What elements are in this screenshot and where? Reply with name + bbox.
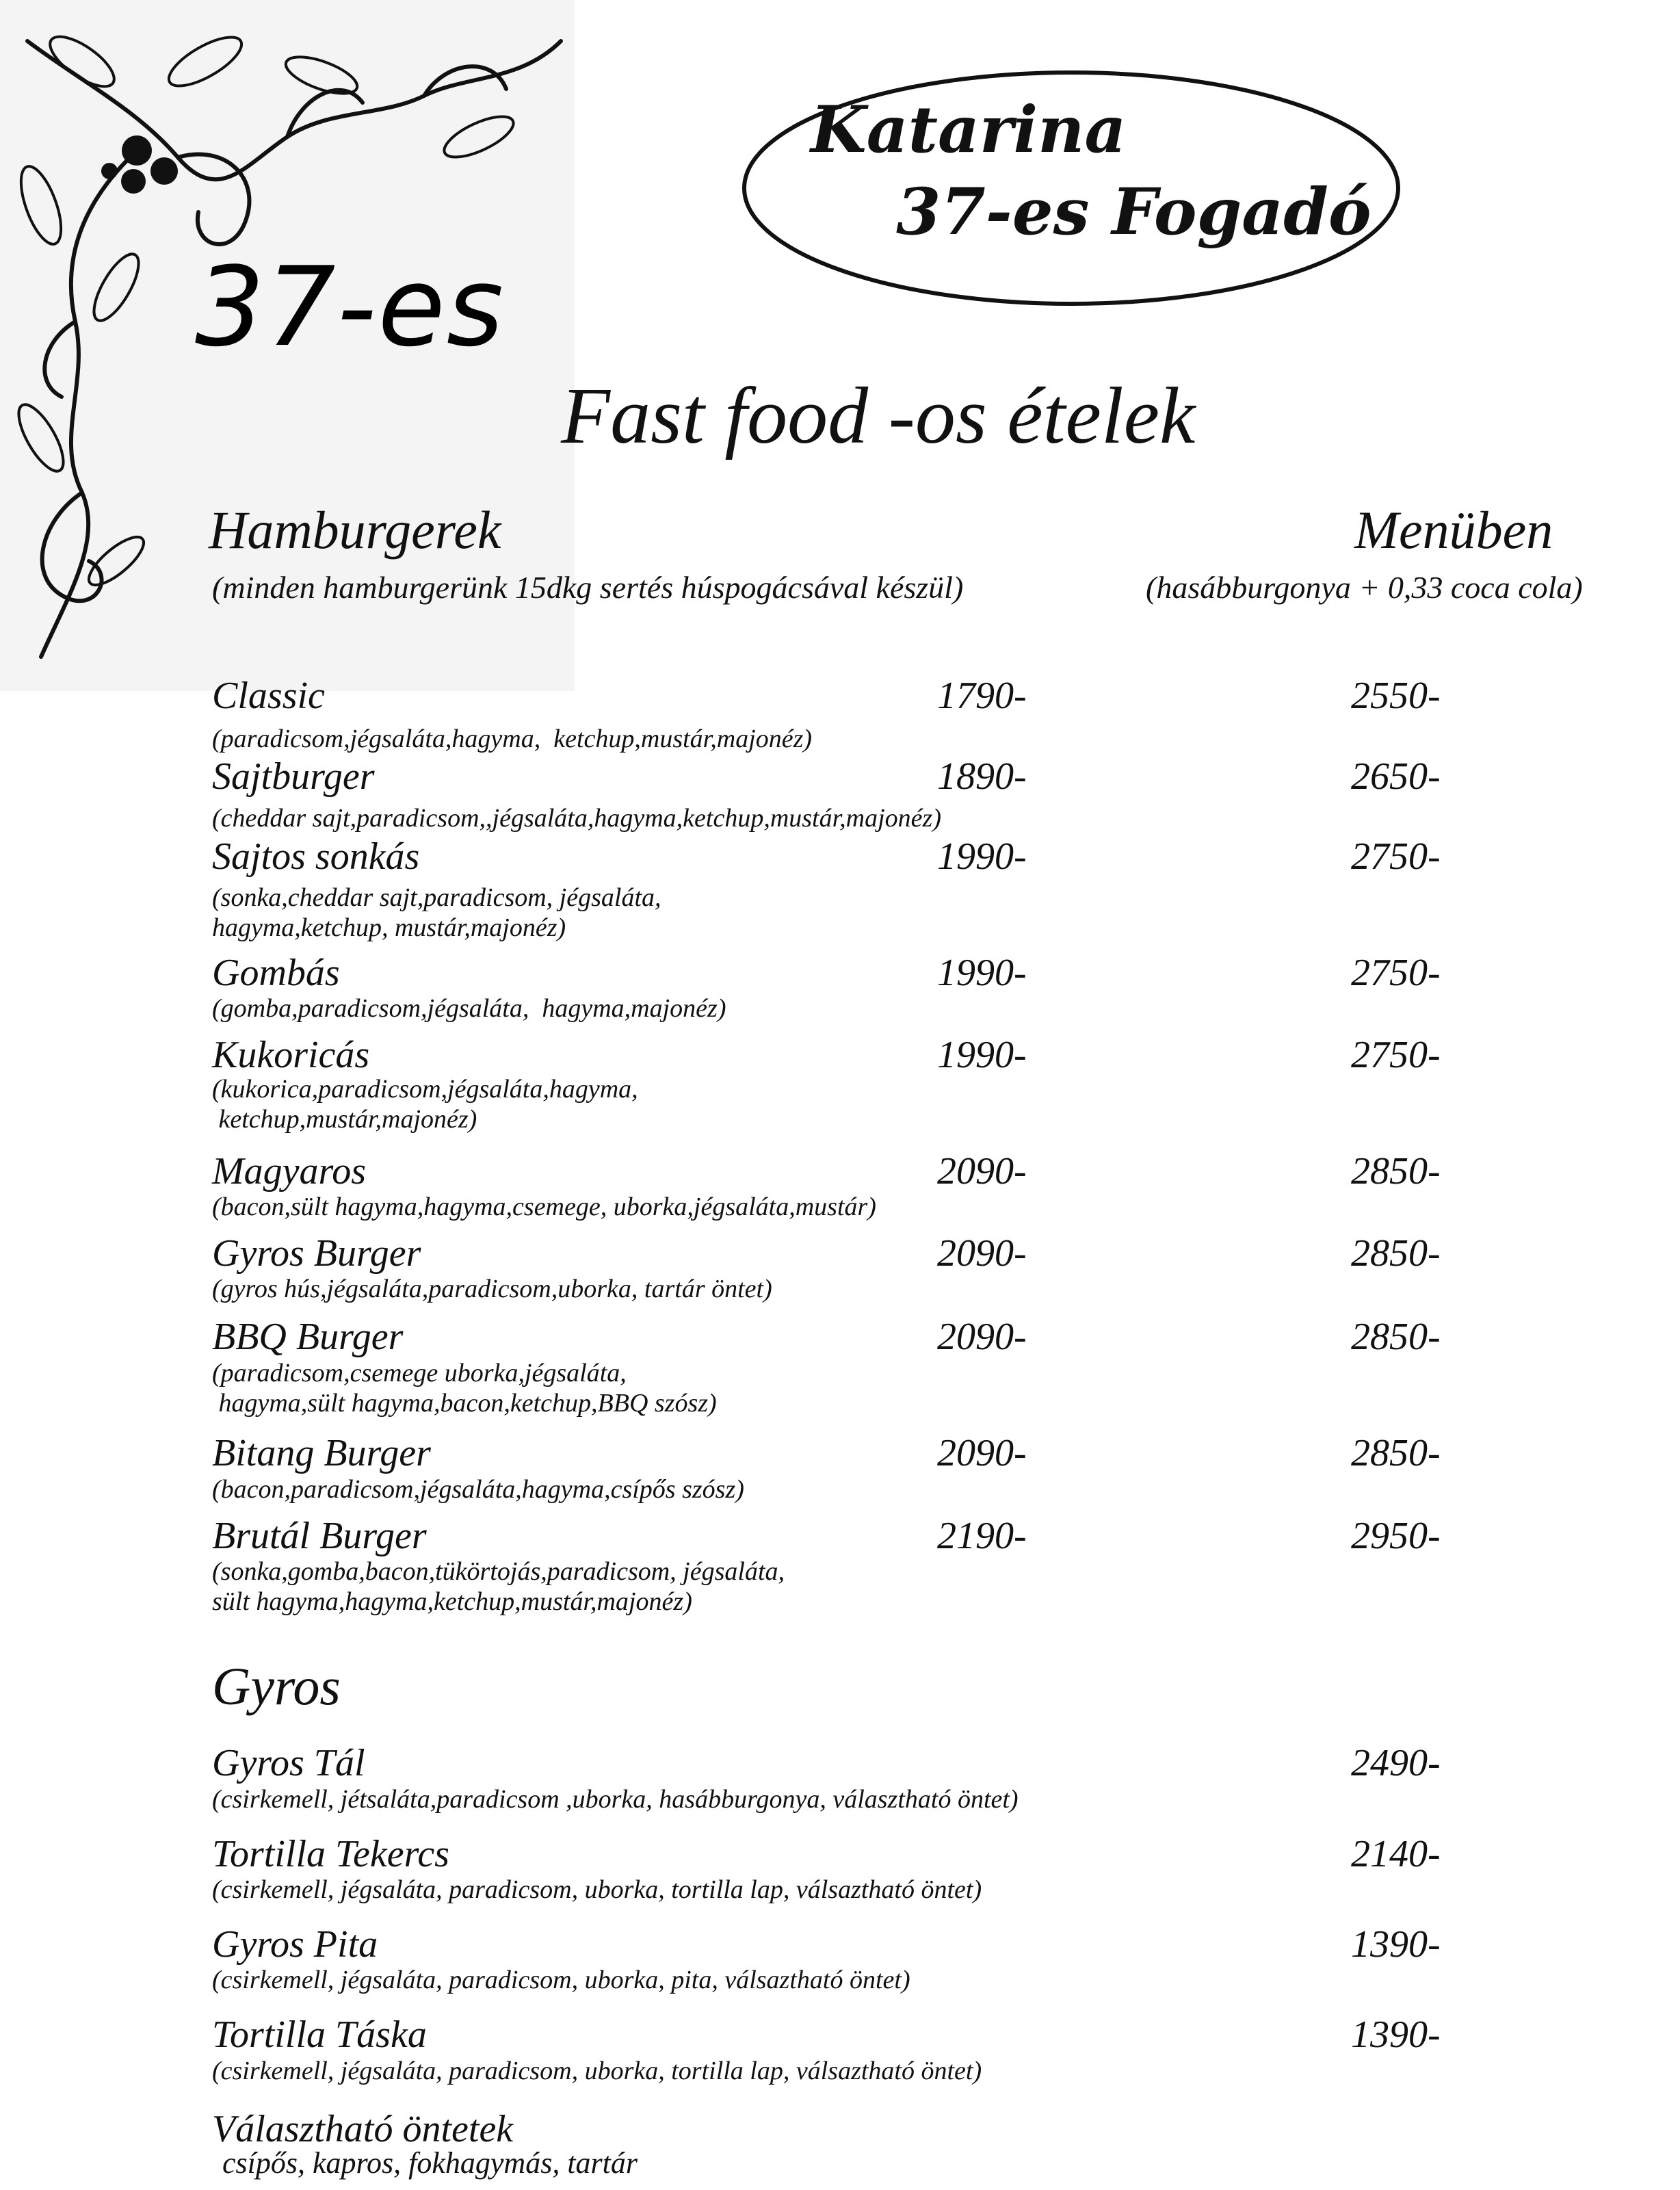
item-price: 2090- [937, 1432, 1027, 1474]
item-price: 1390- [1351, 2013, 1441, 2056]
item-price: 1990- [937, 1034, 1027, 1076]
item-description: (kukorica,paradicsom,jégsaláta,hagyma, ketchup,mustár,majonéz) [212, 1075, 638, 1134]
menu-heading: Menüben [1354, 500, 1553, 560]
gyros-heading: Gyros [212, 1656, 341, 1716]
item-name: Magyaros [212, 1150, 367, 1192]
item-description: (csirkemell, jégsaláta, paradicsom, uborka, tortilla lap, válsaztható öntet) [212, 2057, 982, 2085]
hamburgers-note: (minden hamburgerünk 15dkg sertés húspogácsával készül) [212, 570, 964, 605]
item-name: Gyros Pita [212, 1923, 378, 1966]
item-menu-price: 2850- [1351, 1432, 1441, 1474]
item-description: (csirkemell, jégsaláta, paradicsom, uborka, pita, válsaztható öntet) [212, 1966, 910, 1994]
item-name: Sajtos sonkás [212, 835, 420, 878]
item-description: (paradicsom,csemege uborka,jégsaláta, hagyma,sült hagyma,bacon,ketchup,BBQ szósz) [212, 1359, 717, 1418]
badge-subtitle: 37-es Fogadó [896, 174, 1371, 250]
item-price: 1390- [1351, 1923, 1441, 1966]
item-description: (sonka,gomba,bacon,tükörtojás,paradicsom, jégsaláta, sült hagyma,hagyma,ketchup,mustár,majonéz) [212, 1557, 785, 1616]
item-price: 1790- [937, 675, 1027, 717]
item-description: (paradicsom,jégsaláta,hagyma, ketchup,mustár,majonéz) [212, 725, 813, 753]
item-menu-price: 2850- [1351, 1232, 1441, 1275]
item-description: (bacon,paradicsom,jégsaláta,hagyma,csípős szósz) [212, 1475, 744, 1504]
badge-name: Katarina [811, 92, 1127, 168]
item-price: 2190- [937, 1515, 1027, 1557]
item-price: 2140- [1351, 1833, 1441, 1875]
item-name: Kukoricás [212, 1034, 370, 1076]
item-price: 1890- [937, 755, 1027, 798]
item-menu-price: 2650- [1351, 755, 1441, 798]
sauces-list: csípős, kapros, fokhagymás, tartár [222, 2146, 638, 2180]
item-menu-price: 2750- [1351, 952, 1441, 994]
menu-note: (hasábburgonya + 0,33 coca cola) [1146, 570, 1583, 605]
item-description: (gyros hús,jégsaláta,paradicsom,uborka, tartár öntet) [212, 1275, 772, 1303]
item-name: Gombás [212, 952, 340, 994]
item-name: Bitang Burger [212, 1432, 431, 1474]
item-price: 2490- [1351, 1742, 1441, 1784]
item-menu-price: 2850- [1351, 1150, 1441, 1192]
item-name: Tortilla Táska [212, 2013, 427, 2056]
item-description: (bacon,sült hagyma,hagyma,csemege, uborka,jégsaláta,mustár) [212, 1192, 876, 1221]
item-menu-price: 2750- [1351, 1034, 1441, 1076]
item-menu-price: 2750- [1351, 835, 1441, 878]
item-description: (csirkemell, jégsaláta, paradicsom, uborka, tortilla lap, válsaztható öntet) [212, 1875, 982, 1904]
item-name: Sajtburger [212, 755, 375, 798]
item-description: (cheddar sajt,paradicsom,,jégsaláta,hagyma,ketchup,mustár,majonéz) [212, 804, 941, 833]
item-description: (sonka,cheddar sajt,paradicsom, jégsaláta, hagyma,ketchup, mustár,majonéz) [212, 883, 661, 942]
item-price: 1990- [937, 835, 1027, 878]
item-name: Tortilla Tekercs [212, 1833, 449, 1875]
item-price: 2090- [937, 1150, 1027, 1192]
item-name: BBQ Burger [212, 1316, 404, 1358]
item-name: Brutál Burger [212, 1515, 427, 1557]
logo-text: 37-es [195, 243, 506, 371]
item-name: Gyros Burger [212, 1232, 421, 1275]
hamburgers-heading: Hamburgerek [209, 500, 501, 560]
item-description: (csirkemell, jétsaláta,paradicsom ,uborka, hasábburgonya, választható öntet) [212, 1785, 1019, 1814]
item-menu-price: 2850- [1351, 1316, 1441, 1358]
item-name: Gyros Tál [212, 1742, 365, 1784]
item-price: 1990- [937, 952, 1027, 994]
item-menu-price: 2550- [1351, 675, 1441, 717]
item-price: 2090- [937, 1232, 1027, 1275]
item-price: 2090- [937, 1316, 1027, 1358]
item-menu-price: 2950- [1351, 1515, 1441, 1557]
page-title: Fast food -os ételek [561, 371, 1196, 460]
item-description: (gomba,paradicsom,jégsaláta, hagyma,majonéz) [212, 994, 726, 1023]
sauces-heading: Választható öntetek [212, 2108, 514, 2150]
item-name: Classic [212, 675, 325, 717]
